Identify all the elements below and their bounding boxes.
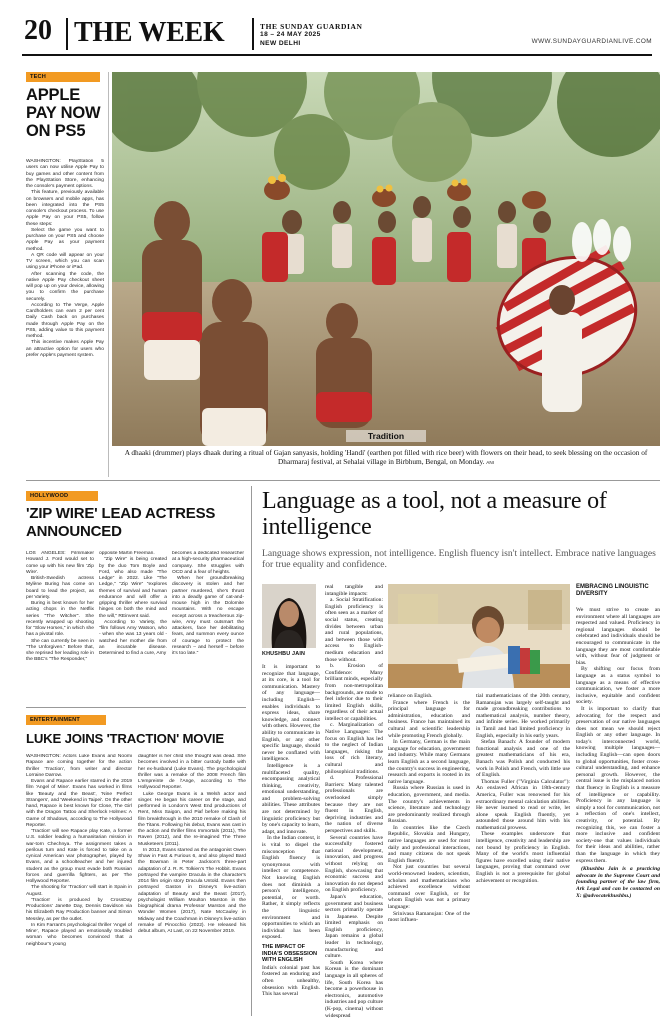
author-name: KHUSHBU JAIN [262, 651, 306, 657]
masthead [22, 10, 652, 60]
paragraph: By shifting our focus from language as a status symbol to language as a means of effective communication, we foster a more inclusive, equitable and confident society. [576, 666, 660, 706]
hollywood-headline: 'ZIP WIRE' LEAD ACTRESS ANNOUNCED [26, 505, 216, 540]
paragraph: Russia where Russian is used in education, government, and media. The country's achievements in science, literature and technology are predominantly realized through Russian. [388, 785, 470, 825]
paragraph: 'Traction' is produced by CrossDay Productions' Janette Day, Dennis Davidson via his Elizabeth Ray Production banner and Simon Messley, as per the outlet. [26, 897, 132, 922]
photo-illustration [112, 72, 660, 446]
paragraph: Srinivasa Ramanujan: One of the most influen- [388, 910, 470, 924]
paragraph: Luke George Evans is a Welsh actor and singer. He began his career on the stage, and performed in London's West End productions of Rent, Miss Saigon, and Piaf before making his film breakthrough in the 2010 remake of Clash of the Titans. Following his debut, Evans was cast in the action and thriller films Immortals (2011), The Raven (2012), and the re-imagined The Three Musketeers (2011). [138, 791, 246, 847]
author-photo [262, 584, 316, 648]
masthead-bottom-rule [22, 54, 652, 56]
paragraph: tial mathematicians of the 20th century, Ramanujan was largely self-taught and made groundbreaking contributions to mathematical analysis, number theory, and infinite series. He worked primarily in Tamil and had limited proficiency in English, especially in his early years. [476, 693, 570, 739]
paragraph: In Kim Farrant's psychological thriller 'Angel of Mine', Rapace played an emotionally troubled woman who becomes convinced that a neighbour's young [26, 922, 132, 947]
masthead-divider [66, 18, 68, 50]
paragraph: Thomas Fuller ("Virginia Calculator"): An enslaved African in 18th-century America, Fuller was renowned for his extraordinary mental calculation abilities. He never learned to read or write, let alone speak English fluently, yet astounded those around him with his mathematical prowess. [476, 778, 570, 831]
author-bio: (Khushbu Jain is a practicing advocate in the Supreme Court and founding partner of the law firm, Ark Legal and can be contacted on X: @advocatekhushbu.) [576, 866, 660, 899]
paragraph: India's colonial past has fostered an enduring and often unhealthy, obsession with English. This has several [262, 964, 320, 998]
column-divider [251, 486, 252, 1016]
opinion-col-4 [476, 693, 570, 1019]
paragraph: According to The Verge, Apple Cardholders can earn 2 per cent Daily Cash back on purchases made through Apple Pay on the PS5, adding value to this payment method. [26, 302, 104, 339]
paragraph: This incentive makes Apple Pay an attractive option for users who prefer Apple's payment system. [26, 340, 104, 358]
tech-body [26, 159, 104, 491]
opinion-deck: Language shows expression, not intelligence. English fluency isn't intellect. Embrace native languages for true equality and confidence. [262, 548, 656, 570]
website-link[interactable]: WWW.SUNDAYGUARDIANLIVE.COM [531, 38, 652, 45]
paragraph: LOS ANGELES: Filmmaker Howard J. Ford would set to come up with his new film 'Zip Wire'. [26, 551, 94, 575]
paragraph: c. Marginalization of Native Languages: The focus on English has led to the neglect of Indian languages, risking the loss of rich literary, cultural and philosophical traditions. [325, 722, 383, 775]
entertainment-col-1 [26, 754, 132, 1019]
tech-headline: APPLE PAY NOW ON PS5 [26, 86, 101, 140]
paragraph: Stefan Banach: A founder of modern functional analysis and one of the greatest mathematicians of his era, Banach was Polish and conducted his work in Polish and French, with little use of English. [476, 739, 570, 779]
paper-name: THE SUNDAY GUARDIAN [260, 22, 363, 31]
paragraph: We must strive to create an environment where all languages are respected and valued. Proficiency in regional languages should be celebrated and individuals should be encouraged to communicate in the language they are most comfortable with, without fear of judgment or bias. [576, 607, 660, 666]
photo-caption [112, 448, 660, 467]
paragraph: These examples underscore that intelligence, creativity and leadership are not bound by proficiency in English. Many of the world's most influential figures have excelled using their native languages, proving that command over English is not a prerequisite for global achievement or recognition. [476, 831, 570, 884]
paragraph: Not just countries but several world-renowned leaders, scientists, scholars and mathematicians who achieved excellence without command over English, or for whom English was not a primary language: [388, 864, 470, 910]
paragraph: "Zip Wire" is being created by the duo Tom Boyle and Ford, who also made "The Ledge" in 2022. Like "The Ledge," "Zip Wire" "explores themes of survival and human endurance and will offer a gripping thriller where survival hinges on both the mind and the will," REinvent said. [99, 557, 167, 619]
author-portrait [262, 584, 316, 648]
opinion-col-1 [262, 664, 320, 1019]
paragraph: daughter is her child she thought was dead. She becomes involved in a bitter custody battle with her ex-husband (Luke Evans). The psychological thriller was a remake of the 2008 French film L'empreinte de l'Ange, according to The Hollywood Reporter. [138, 754, 246, 791]
hollywood-col-2 [99, 551, 167, 699]
paragraph: WASHINGTON: PlayStation 5 users can now utilise Apple Pay to buy games and other content from the PlayStation Store, enhancing the console's payment options. [26, 159, 104, 189]
masthead-divider-2 [252, 18, 254, 50]
paragraph: d. Professional Barriers: Many talented professionals are overlooked simply because they are not fluent in English, depriving industries and the nation of diverse perspectives and skills. [325, 775, 383, 834]
hollywood-col-3 [172, 551, 244, 699]
paragraph: b. Erosion of Confidence: Many brilliant minds, especially from non-metropolitan backgrounds, are made to feel inferior due to their limited English skills, regardless of their actual intellect or capabilities. [325, 663, 383, 722]
paragraph: British-Swedish actress Mylène Buring has come on board to lead the project, as per Variety. [26, 576, 94, 600]
paragraph: reliance on English. [388, 693, 433, 699]
photo-label: Tradition [346, 430, 426, 442]
paragraph: Several countries have successfully fostered national development, innovation, and progress without relying on English, showcasing that economic success and innovation do not depend on English proficiency. [325, 834, 383, 894]
opinion-subhead: THE IMPACT OF INDIA'S OBSESSION WITH ENGLISH [262, 943, 318, 964]
paragraph: Evans and Rapace earlier starred in the 2019 film 'Angel of Mine'. Evans has worked in films like 'Beauty and the Beast', 'Nine Perfect Strangers', and 'Weekend in Taipei'. On the other hand, Rapace is best known for Close, The Girl with the Dragon Tattoo and Sherlock Holmes: A Game of Shadows, according to The Hollywood Reporter. [26, 779, 132, 828]
paragraph: France where French is the principal language for administration, education and business. France has maintained its cultural and scientific leadership while promoting French globally. [388, 699, 470, 739]
paragraph: opposite Martin Freeman. [99, 551, 155, 556]
paragraph: A QR code will appear on your TV screen, which you can scan using your iPhone or iPad. [26, 252, 104, 271]
entertainment-headline: LUKE JOINS 'TRACTION' MOVIE [26, 731, 224, 746]
opinion-headline: Language as a tool, not a measure of intelligence [262, 488, 607, 540]
paragraph: In countries like the Czech Republic, Slovakia and Hungary, native languages are used for most daily and professional interactions, and many citizens do not speak English fluently. [388, 824, 470, 864]
paragraph: WASHINGTON: Actors Luke Evans and Noomi Rapace are coming together for the action thriller 'Traction', from writer and director Lorraine Darrow. [26, 754, 132, 778]
paragraph: a. Social Stratification: English proficiency is often seen as a marker of social status, creating divides between urban and rural populations, and between those with access to English-medium education and those without. [325, 597, 383, 663]
paragraph: 'Traction' will see Rapace play Kate, a former U.S. soldier leading a humanitarian mission in war-torn Chechnya. The assignment takes a perilous turn and Kate is forced to take on a cynical American war photographer, played by Evans, and a schoolteacher and her injured student as the group must evade both Russian forces and guerrilla fighters, as per The Hollywood Reporter. [26, 829, 132, 884]
opinion-col-3 [388, 693, 470, 1019]
news-photo [112, 72, 660, 446]
opinion-subhead-2: EMBRACING LINGUISTIC DIVERSITY [576, 584, 649, 597]
horizontal-rule [26, 480, 660, 481]
paragraph: In the Indian context, it is vital to dispel the misconception that English fluency is synonymous with intellect or competence. Not knowing English does not diminish a person's intelligence, potential, or worth. Rather, it simply reflects the linguistic environment and opportunities to which an individual has been exposed. [262, 835, 320, 941]
paragraph: Intelligence is a multifaceted quality, encompassing analytical thinking, creativity, emotional understanding, and problem-solving abilities. These attributes are not determined by linguistic proficiency but by one's capacity to learn, adapt, and innovate. [262, 762, 320, 835]
paragraph: It is important to clarify that advocating for the respect and preservation of our native languages does not mean we should reject English or any other language. In today's interconnected world, knowing multiple languages—including English—can open doors to global opportunities, foster cross-cultural understanding, and enhance personal growth. However, the central issue is the misplaced notion that fluency in English is a measure of intelligence or capability. Proficiency in any language is simply a tool for communication, not a reflection of one's intellect, creativity, or potential. By recognizing this, we can foster a more inclusive and confident society-one that values individuals for their ideas and abilities, rather than the language in which they express them. [576, 705, 660, 864]
paragraph: Japan's education, government and business sectors primarily operate in Japanese. Despite limited emphasis on English proficiency, Japan remains a global leader in technology, manufacturing and culture. [325, 893, 383, 960]
section-title: THE WEEK [74, 17, 225, 48]
caption-credit: ANI [486, 460, 494, 465]
paragraph: It is important to recognize that language, at its core, is a tool for communication. Mastery of any language—including English—enables individuals to express ideas, share knowledge, and connect with others. However, the ability to communicate in English, or any other specific language, should never be conflated with intelligence. [262, 664, 320, 763]
column-divider [108, 72, 109, 477]
hollywood-col-1 [26, 551, 94, 699]
city: NEW DELHI [260, 40, 301, 47]
issue-date: 18 – 24 MAY 2025 [260, 31, 321, 38]
paragraph: This feature, previously available on browsers and mobile apps, has been integrated into the PS5 console's checkout process. To use Apple Pay on your PS5, follow these steps: [26, 190, 104, 227]
section-tag-hollywood: HOLLYWOOD [26, 491, 98, 501]
entertainment-col-2 [138, 754, 246, 1019]
paragraph: In Germany, German is the main language for education, government and industry. While many Germans learn English as a second language, the country's success in engineering, research and exports is rooted in its native language. [388, 739, 470, 785]
paragraph: The shooting for 'Traction' will start in Spain in August. [26, 885, 132, 897]
paragraph: When her groundbreaking discovery is stolen and her partner murdered, she's thrust into a deadly game of cat-and-mouse high in the Dolomite mountains. With no escape except across a treacherous zip-wire, Amy must outsmart the attackers, face her debilitating fears, and summon every ounce of courage to protect the research – and herself – before it's too late." [172, 576, 244, 656]
paragraph: South Korea where Korean is the dominant language in all spheres of life, South Korea has become a powerhouse in electronics, automotive industries and pop culture (K-pop, cinema) without widespread [325, 959, 383, 1019]
opinion-col-5 [576, 607, 660, 1019]
paragraph: She can currently be seen in "The Unforgiven." Before that, she reprised her leading role in the BBC's "The Responder," [26, 638, 94, 663]
page-number: 20 [24, 15, 52, 46]
opinion-col-2 [325, 584, 383, 1019]
paragraph: real tangible and intangible impacts: [325, 584, 383, 597]
paragraph: After scanning the code, the native Apple Pay checkout sheet will pop up on your device, allowing you to confirm the purchase securely. [26, 271, 104, 302]
paragraph: In 2013, Evans starred as the antagonist Owen Shaw in Fast & Furious 6, and also played Bard the Bowman in Peter Jackson's three-part adaptation of J. R. R. Tolkien's The Hobbit. Evans portrayed the vampire Dracula in the character's 2014 film origin story Dracula Untold. Evans then portrayed Gaston in Disney's live-action adaptation of Beauty and the Beast (2017), psychologist William Moulton Marston in the biographical drama Professor Marston and the Wonder Women (2017), Nate McCauley in Midway and the Coachman in Disney's live-action remake of Pinocchio (2022). He released his debut album, At Last, on 22 November 2019. [138, 847, 246, 934]
story-photo [388, 584, 570, 688]
paragraph: According to Variety, the "film follows Amy Watson, who - when she was 13 years old - watched her mother die from an incurable disease. Determined to find a cure, Amy [99, 619, 167, 656]
section-tag-entertainment: ENTERTAINMENT [26, 715, 106, 725]
section-tag-tech: TECH [26, 72, 100, 82]
paragraph: becomes a dedicated researcher at a high-security pharmaceutical company. She struggles with OCD and a fear of heights. [172, 551, 244, 575]
paragraph: Select the game you want to purchase on your PS5 and choose Apple Pay as your payment method. [26, 227, 104, 252]
paragraph: Buring is best known for her acting chops in the Netflix series "The Witcher". She recently wrapped up shooting for "Slow Horses," in which she has a pivotal role. [26, 601, 94, 638]
horizontal-rule [26, 707, 246, 708]
caption-text: A dhaaki (drummer) plays dhaak during a ritual of Gajan sanyasis, holding 'Handi' (earthen pot filled with rice beer) with flowers on their head, to seek blessing on the occasion of Dharmaraj festival, at Sehalai village in Birbhum, Bengal, on Monday. [124, 448, 648, 466]
student-illustration [388, 584, 570, 688]
